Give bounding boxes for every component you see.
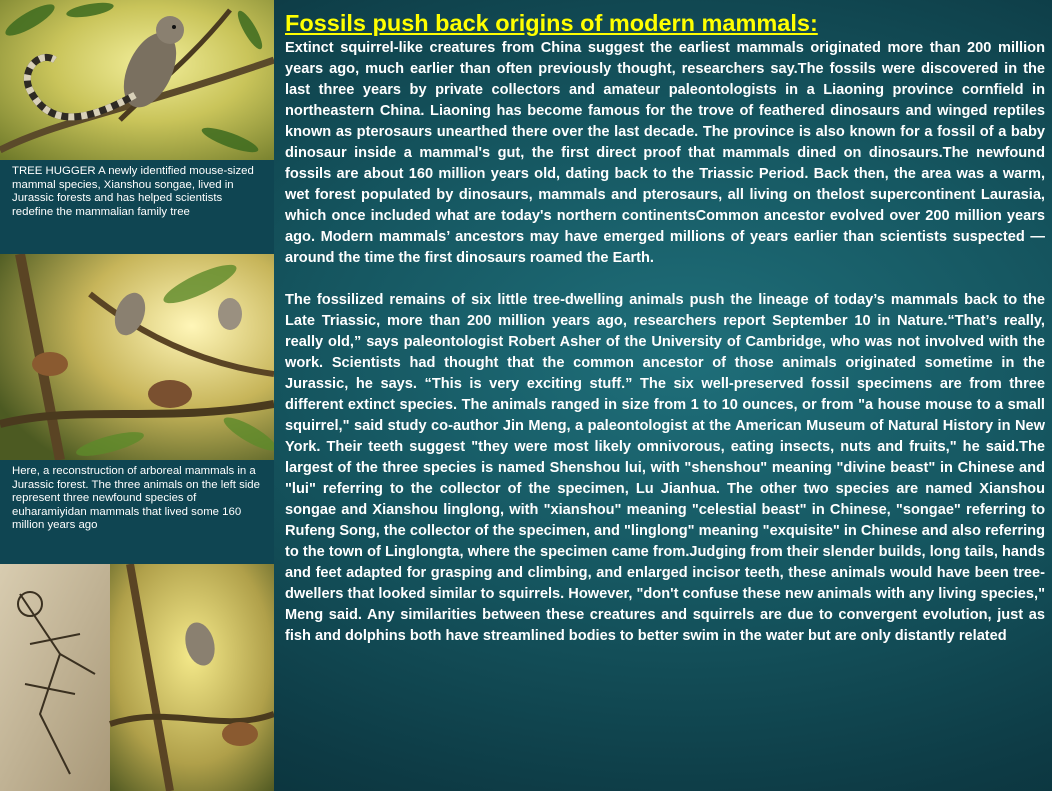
article-title: Fossils push back origins of modern mammals: xyxy=(285,10,818,36)
article-paragraph-2: The fossilized remains of six little tree-dwelling animals push the lineage of today’s mammals back to the Late Triassic, more than 200 million years ago, researchers report September 10 in Nature.“That’s really, really old,” says paleontologist Robert Asher of the University of Cambridge, who was not involved with the work. Scientists had thought that the common ancestor of those animals originated sometime in the Jurassic, he says. “This is very exciting stuff.” The six well-preserved fossil specimens are from three different extinct species. The animals ranged in size from 1 to 10 ounces, or from "a house mouse to a small squirrel," said study co-author Jin Meng, a paleontologist at the American Museum of Natural History in New York. Their teeth suggest "they were most likely omnivorous, eating insects, nuts and fruits," he said.The largest of the three species is named Shenshou lui, with "shenshou" meaning "divine beast" in Chinese and "lui" referring to the collector of the specimen, Lu Jianhua. The other two species are named Xianshou songae and Xianshou linglong, with "xianshou" meaning "celestial beast" in Chinese, "songae" referring to Rufeng Song, the collector of the specimen, and "linglong" meaning "exquisite" in Chinese and also referring to the town of Linglongta, where the specimen came from.Judging from their slender builds, long tails, hands and feet adapted for grasping and climbing, and enlarged incisor teeth, these animals would have been tree-dwellers that looked similar to squirrels. However, "don't confuse these new animals with any living species," Meng said. Any similarities between these creatures and squirrels are due to convergent evolution, just as fish and dolphins both have streamlined bodies to better swim in the water but are only distantly related xyxy=(285,292,1045,644)
forest-reconstruction-photo xyxy=(0,254,274,460)
article-paragraph-1: Extinct squirrel-like creatures from China suggest the earliest mammals originated more than 200 million years ago, much earlier than often previously thought, researchers say.The fossils were discovered in the last three years by private collectors and amateur paleontologists in a Liaoning province cornfield in northeastern China. Liaoning has become famous for the trove of feathered dinosaurs and winged reptiles known as pterosaurs unearthed there over the last decade. The province is also known for a fossil of a baby dinosaur inside a mammal's gut, the first direct proof that mammals dined on dinosaurs.The newfound fossils are about 160 million years old, dating back to the Triassic Period. Back then, the area was a warm, wet forest populated by dinosaurs, mammals and pterosaurs, all living on thelost supercontinent Laurasia, which once included what are today's northern continentsCommon ancestor evolved over 200 million years ago. Modern mammals’ ancestors may have emerged millions of years earlier than scientists suspected — around the time the first dinosaurs roamed the Earth. xyxy=(285,40,1045,266)
fossil-specimen-photo xyxy=(0,564,274,791)
article xyxy=(285,10,1045,647)
tree-hugger-photo xyxy=(0,0,274,160)
left-column xyxy=(0,0,274,791)
tree-hugger-caption: TREE HUGGER A newly identified mouse-sized mammal species, Xianshou songae, lived in Jurassic forests and has helped scientists redefine the mammalian family tree xyxy=(0,160,274,254)
reconstruction-caption: Here, a reconstruction of arboreal mammals in a Jurassic forest. The three animals on the left side represent three newfound species of euharamiyidan mammals that lived some 160 million years ago xyxy=(0,460,274,564)
